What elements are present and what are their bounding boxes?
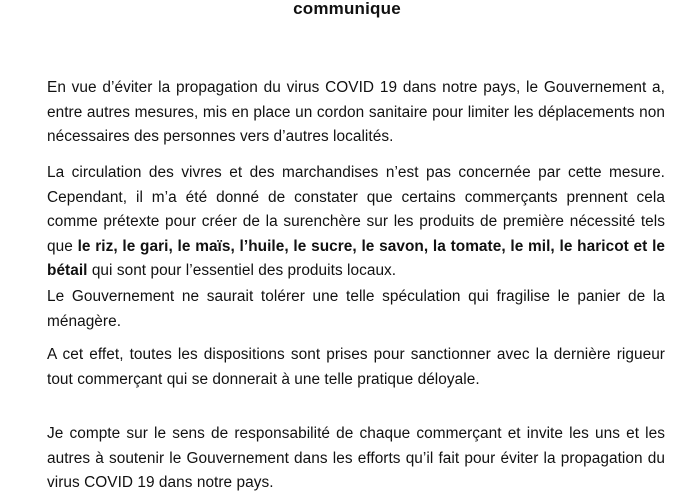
paragraph-sanctions: A cet effet, toutes les dispositions sont prises pour sanctionner avec la dernière rigueur tout commerçant qui se donnerait à une telle pratique déloyale. xyxy=(47,346,665,388)
paragraph-surenchere-intro: La circulation des vivres et des marchandises n’est pas concernée par cette mesure. Cependant, il m’a été donné de constater que certains commerçants prennent cela comme prétexte pour créer de la surenchère sur les produits de première nécessité tels que xyxy=(47,164,665,255)
paragraph-surenchere-outro: qui sont pour l’essentiel des produits locaux. xyxy=(87,262,397,279)
paragraph-cordon-sanitaire: En vue d’éviter la propagation du virus COVID 19 dans notre pays, le Gouvernement a, entre autres mesures, mis en place un cordon sanitaire pour limiter les déplacements non nécessaires des personnes vers d’autres localités. xyxy=(47,79,665,145)
product-list: le riz, le gari, le maïs, l’huile, le sucre, le savon, la tomate, le mil, le haricot et le bétail xyxy=(47,237,665,279)
document-title: communique xyxy=(293,0,401,18)
paragraph-appeal: Je compte sur le sens de responsabilité de chaque commerçant et invite les uns et les autres à soutenir le Gouvernement dans les efforts qu’il fait pour éviter la propagation du virus COVID 19 dans notre pays. xyxy=(47,425,665,491)
paragraph-speculation: Le Gouvernement ne saurait tolérer une telle spéculation qui fragilise le panier de la ménagère. xyxy=(47,288,665,330)
paragraph-surencherE xyxy=(47,161,665,284)
